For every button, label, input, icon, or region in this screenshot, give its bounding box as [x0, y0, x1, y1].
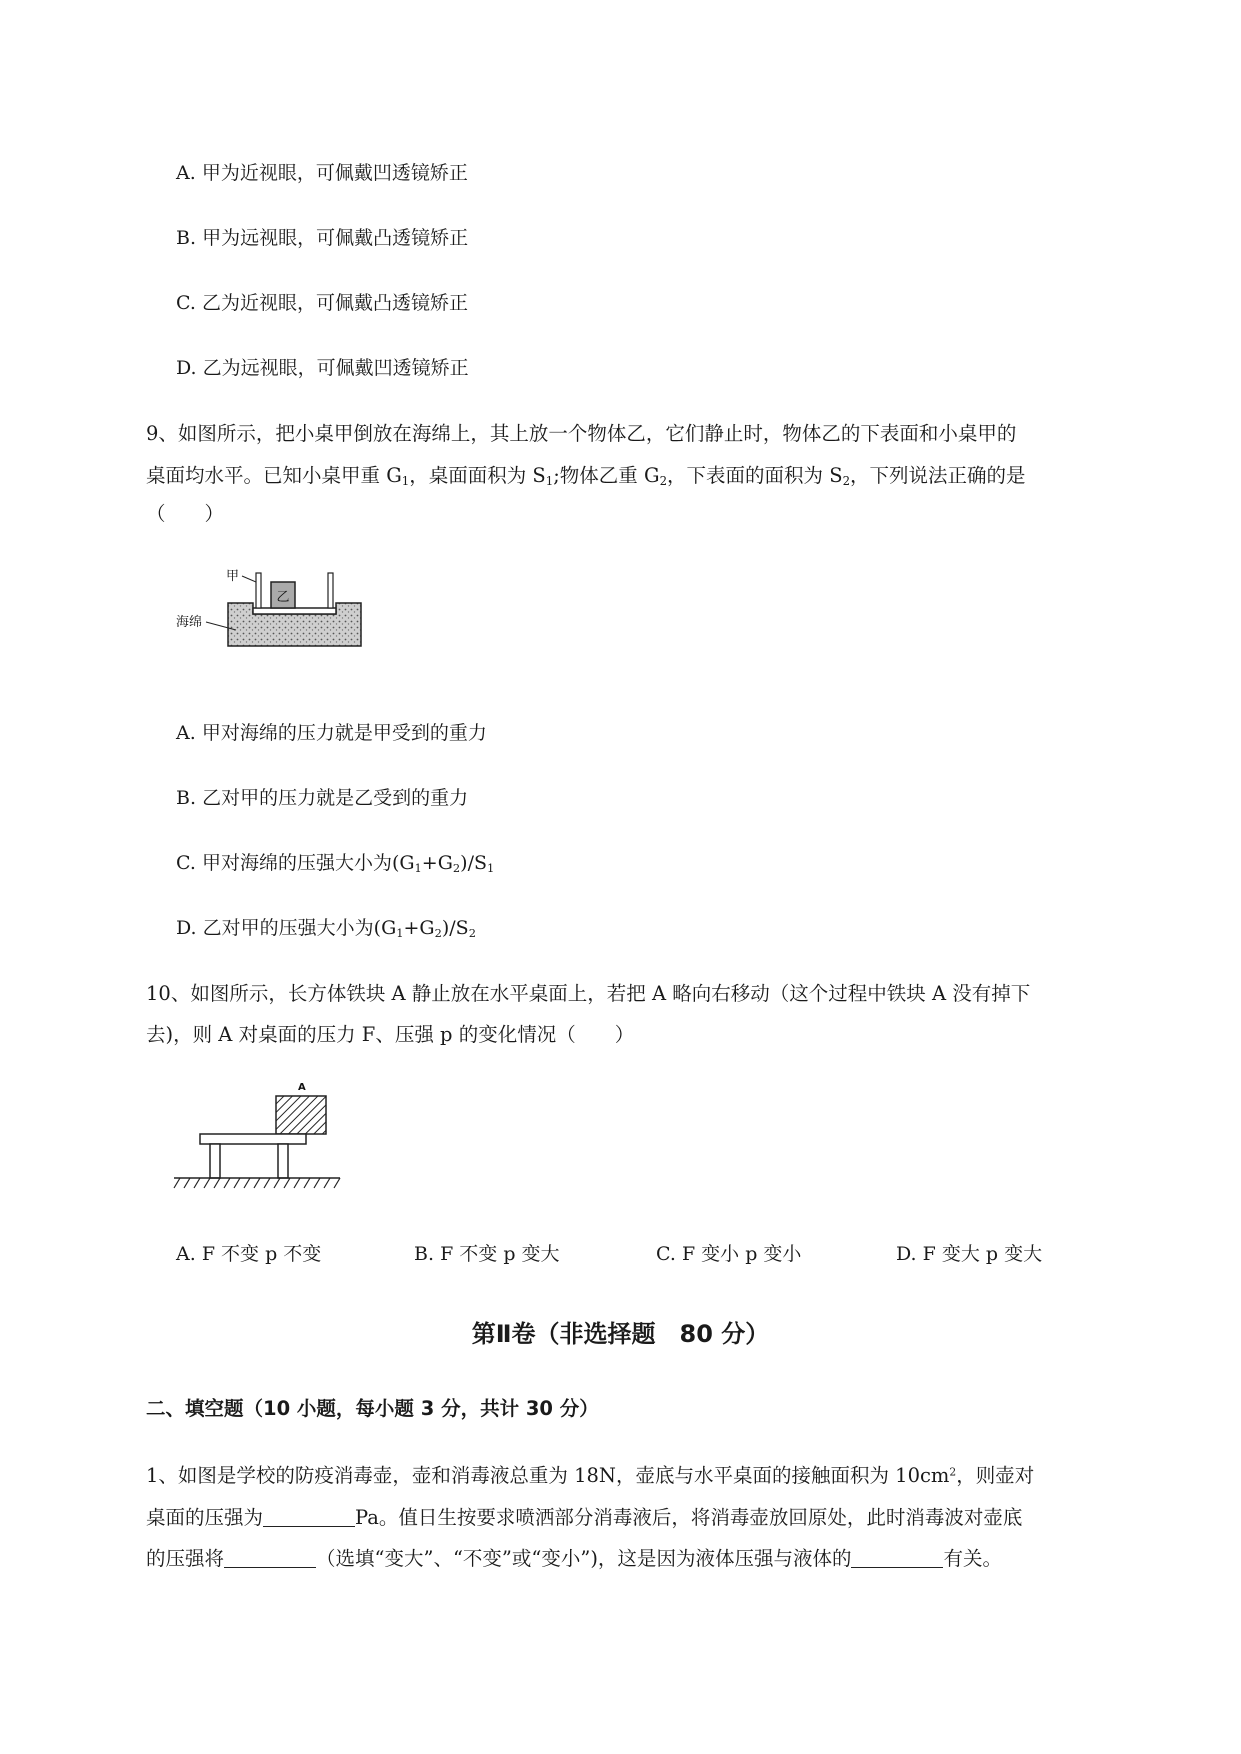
option-letter: D.	[176, 357, 197, 379]
label-yi: 乙	[276, 590, 290, 605]
table-top	[253, 608, 336, 614]
option-letter: D.	[896, 1243, 917, 1265]
q9-stem-line1: 9、如图所示，把小桌甲倒放在海绵上，其上放一个物体乙，它们静止时，物体乙的下表面和小桌甲的	[146, 422, 1017, 445]
option-text	[202, 852, 494, 874]
q10-option-d	[896, 1239, 1042, 1266]
subscript: 2	[434, 925, 442, 940]
option-letter: D.	[176, 917, 197, 939]
q9-stem-line3: （ ）	[146, 502, 225, 525]
subscript: 1	[487, 860, 495, 875]
option-letter: B.	[176, 227, 197, 249]
fill1-line3	[146, 1543, 1002, 1571]
text: +G	[403, 917, 435, 939]
answer-blank[interactable]	[263, 1506, 355, 1527]
block-a	[276, 1096, 326, 1134]
text: )/S	[441, 917, 469, 939]
option-letter: B.	[176, 787, 197, 809]
answer-blank[interactable]	[224, 1547, 316, 1568]
option-text	[203, 917, 476, 939]
option-text: 甲为远视眼，可佩戴凸透镜矫正	[202, 227, 469, 249]
option-text: F 变小 p 变小	[681, 1243, 802, 1265]
part-two-title: 第Ⅱ卷（非选择题 80 分）	[471, 1320, 770, 1348]
q10-option-b	[414, 1239, 560, 1266]
q9-option-b	[176, 783, 468, 810]
option-letter: A.	[176, 162, 196, 184]
text: ，桌面面积为 S	[409, 464, 546, 487]
text: +G	[421, 852, 453, 874]
q8-option-a	[176, 158, 468, 185]
option-letter: C.	[176, 292, 196, 314]
option-text: F 不变 p 不变	[201, 1243, 322, 1265]
option-text: 甲为近视眼，可佩戴凹透镜矫正	[201, 162, 468, 184]
q8-option-c	[176, 288, 468, 315]
text: （选填“变大”、“不变”或“变小”)，这是因为液体压强与液体的	[316, 1547, 852, 1570]
superscript: 2	[949, 1465, 957, 1479]
q10-stem-line2: 去)，则 A 对桌面的压力 F、压强 p 的变化情况（ ）	[146, 1023, 635, 1046]
table-leg-left	[210, 1144, 220, 1178]
option-letter: C.	[176, 852, 196, 874]
subscript: 2	[452, 860, 461, 875]
q8-option-d	[176, 353, 469, 380]
text: 甲对海绵的压强大小为(G	[201, 852, 415, 874]
text: ，则壶对	[956, 1464, 1035, 1487]
subscript: 1	[545, 473, 554, 488]
text: 有关。	[943, 1547, 1002, 1570]
option-letter: B.	[414, 1243, 435, 1265]
subscript: 2	[468, 925, 476, 940]
table-leg-left	[256, 573, 261, 608]
text: ;物体乙重 G	[553, 464, 660, 487]
option-letter: A.	[176, 722, 196, 744]
text: 的压强将	[146, 1547, 225, 1570]
table-leg-right	[278, 1144, 288, 1178]
subscript: 2	[659, 473, 668, 488]
text: )/S	[460, 852, 487, 874]
text: ，下表面的面积为 S	[667, 464, 843, 487]
label-a: A	[298, 1082, 306, 1093]
text: 1、如图是学校的防疫消毒壶，壶和消毒液总重为 18N，壶底与水平桌面的接触面积为 10cm	[146, 1464, 950, 1487]
q9-option-d	[176, 913, 476, 940]
option-letter: A.	[176, 1243, 196, 1265]
q9-figure-sponge-table	[176, 560, 386, 660]
option-letter: C.	[656, 1243, 676, 1265]
q9-option-a	[176, 718, 487, 745]
q9-option-c	[176, 848, 494, 875]
fill1-line1	[146, 1460, 1034, 1488]
option-text: 乙为近视眼，可佩戴凸透镜矫正	[201, 292, 468, 314]
floor-hatch	[174, 1178, 340, 1188]
text: Pa。值日生按要求喷洒部分消毒液后，将消毒壶放回原处，此时消毒波对壶底	[355, 1506, 1023, 1529]
q10-option-a	[176, 1239, 321, 1266]
table-top	[200, 1134, 306, 1144]
label-sponge: 海绵	[176, 615, 203, 630]
option-text: F 不变 p 变大	[440, 1243, 560, 1265]
option-text: 甲对海绵的压力就是甲受到的重力	[201, 722, 487, 744]
section-heading-fill-in: 二、填空题（10 小题，每小题 3 分，共计 30 分）	[146, 1397, 599, 1420]
subscript: 1	[396, 925, 404, 940]
option-text: 乙为远视眼，可佩戴凹透镜矫正	[202, 357, 469, 379]
q10-figure-table-block	[172, 1080, 342, 1192]
answer-blank[interactable]	[851, 1547, 943, 1568]
subscript: 1	[414, 860, 422, 875]
option-text: 乙对甲的压力就是乙受到的重力	[202, 787, 469, 809]
option-text: F 变大 p 变大	[922, 1243, 1043, 1265]
q9-stem-line2	[146, 460, 1026, 488]
fill1-line2	[146, 1502, 1022, 1530]
table-leg-right	[328, 573, 333, 608]
q10-stem-line1: 10、如图所示，长方体铁块 A 静止放在水平桌面上，若把 A 略向右移动（这个过程中铁块 A 没有掉下	[146, 982, 1031, 1005]
q10-option-c	[656, 1239, 801, 1266]
label-jia: 甲	[226, 569, 240, 584]
text: 乙对甲的压强大小为(G	[202, 917, 397, 939]
text: 桌面均水平。已知小桌甲重 G	[146, 464, 402, 487]
text: ，下列说法正确的是	[850, 464, 1026, 487]
text: 桌面的压强为	[146, 1506, 264, 1529]
subscript: 1	[401, 473, 410, 488]
q8-option-b	[176, 223, 468, 250]
subscript: 2	[842, 473, 851, 488]
